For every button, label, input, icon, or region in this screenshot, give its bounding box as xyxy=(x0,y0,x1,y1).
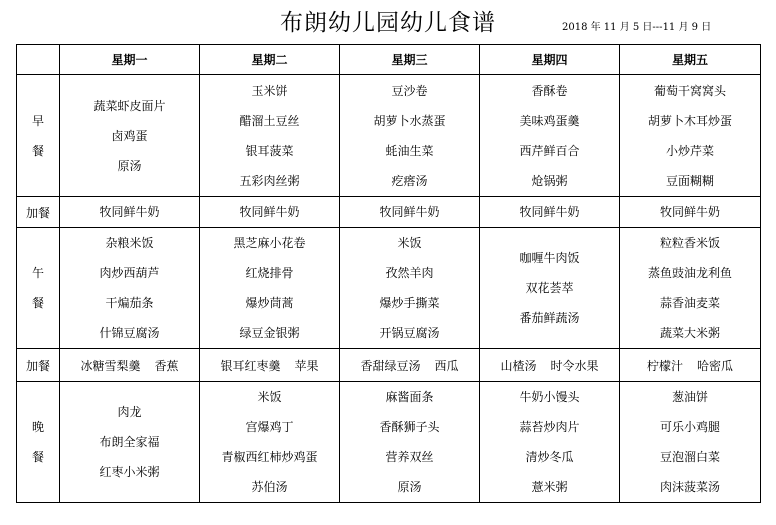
dish-item: 香酥卷 xyxy=(531,83,568,98)
breakfast-row xyxy=(17,75,761,197)
header-row xyxy=(17,45,761,75)
meal-label xyxy=(17,228,60,349)
dish-cell xyxy=(480,197,620,228)
snack-item: 苹果 xyxy=(294,358,319,373)
dish-item: 银耳菠菜 xyxy=(245,143,294,158)
dish-item: 牧同鲜牛奶 xyxy=(239,205,300,219)
dish-item: 开锅豆腐汤 xyxy=(379,326,440,340)
dish-item: 麻酱面条 xyxy=(385,390,434,404)
dish-item: 玉米饼 xyxy=(251,83,288,98)
dish-item: 小炒芹菜 xyxy=(665,143,714,158)
day-header: 星期四 xyxy=(480,45,620,75)
dish-item: 咖喱牛肉饭 xyxy=(519,251,580,265)
snack-cell xyxy=(60,349,200,382)
meal-label-char: 午 xyxy=(31,266,44,280)
dish-item: 苏伯汤 xyxy=(251,480,288,494)
dish-item: 蚝油生菜 xyxy=(385,143,434,158)
snack-item: 香蕉 xyxy=(154,358,179,373)
dish-item: 香酥狮子头 xyxy=(379,420,440,434)
meal-label: 加餐 xyxy=(17,349,60,382)
dish-item: 五彩肉丝粥 xyxy=(239,173,300,188)
dish-cell xyxy=(620,75,761,197)
dish-item: 豆泡溜白菜 xyxy=(659,450,720,464)
dish-item: 蔬菜大米粥 xyxy=(659,326,720,340)
dish-item: 红枣小米粥 xyxy=(99,465,160,479)
meal-label xyxy=(17,382,60,503)
page-title: 布朗幼儿园幼儿食谱 xyxy=(280,10,496,36)
dish-item: 牛奶小馒头 xyxy=(519,390,580,404)
dish-cell xyxy=(480,75,620,197)
meal-label: 加餐 xyxy=(17,197,60,228)
dish-item: 干煸茄条 xyxy=(105,296,154,310)
dish-item: 蒜香油麦菜 xyxy=(659,296,720,310)
dish-item: 蒸鱼豉油龙利鱼 xyxy=(647,266,732,280)
day-header: 星期一 xyxy=(60,45,200,75)
dish-cell xyxy=(60,75,200,197)
afternoon-snack-row xyxy=(17,349,761,382)
snack-cell xyxy=(200,349,340,382)
dish-cell xyxy=(200,75,340,197)
meal-label-char: 早 xyxy=(31,113,44,128)
meal-label-char: 晚 xyxy=(31,420,44,434)
dish-item: 红烧排骨 xyxy=(245,266,294,280)
dish-cell xyxy=(620,382,761,503)
date-range: 2018 年 11 月 5 日---11 月 9 日 xyxy=(562,22,712,33)
meal-label-char: 餐 xyxy=(31,296,44,310)
dish-item: 番茄鲜蔬汤 xyxy=(519,311,580,325)
dish-cell xyxy=(480,382,620,503)
dish-item: 粒粒香米饭 xyxy=(659,236,720,250)
snack-item: 柠檬汁 xyxy=(646,358,683,373)
dish-item: 绿豆金银粥 xyxy=(239,326,300,340)
day-header: 星期三 xyxy=(340,45,480,75)
dish-item: 疙瘩汤 xyxy=(391,173,428,188)
dish-item: 爆炒手撕菜 xyxy=(379,296,440,310)
dish-item: 黑芝麻小花卷 xyxy=(233,236,306,250)
dish-item: 蔬菜虾皮面片 xyxy=(93,98,166,113)
dish-item: 营养双丝 xyxy=(385,450,434,464)
snack-item: 山楂汤 xyxy=(500,358,537,373)
dish-cell xyxy=(340,197,480,228)
dish-item: 肉沫菠菜汤 xyxy=(659,480,720,494)
morning-snack-row xyxy=(17,197,761,228)
dish-item: 原汤 xyxy=(117,158,142,173)
corner-cell xyxy=(17,45,60,75)
dish-cell xyxy=(480,228,620,349)
lunch-row xyxy=(17,228,761,349)
dish-cell xyxy=(60,382,200,503)
dish-item: 米饭 xyxy=(257,390,282,404)
snack-item: 冰糖雪梨羹 xyxy=(80,358,141,373)
dish-item: 可乐小鸡腿 xyxy=(659,420,720,434)
dish-item: 豆面糊糊 xyxy=(665,173,714,188)
dish-item: 牧同鲜牛奶 xyxy=(99,205,160,219)
dish-cell xyxy=(60,197,200,228)
snack-item: 时令水果 xyxy=(550,358,599,373)
dish-item: 牧同鲜牛奶 xyxy=(379,205,440,219)
dish-item: 牧同鲜牛奶 xyxy=(659,205,720,219)
meal-label-char: 餐 xyxy=(31,143,44,158)
dish-item: 薏米粥 xyxy=(531,480,568,494)
dish-cell xyxy=(340,228,480,349)
dish-item: 宫爆鸡丁 xyxy=(245,420,294,434)
meal-label-char: 餐 xyxy=(31,450,44,464)
dish-item: 牧同鲜牛奶 xyxy=(519,205,580,219)
snack-cell xyxy=(620,349,761,382)
dish-item: 布朗全家福 xyxy=(99,435,160,449)
dish-item: 葡萄干窝窝头 xyxy=(653,83,726,98)
dish-item: 杂粮米饭 xyxy=(105,236,154,250)
dish-item: 清炒冬瓜 xyxy=(525,450,574,464)
menu-table xyxy=(16,44,761,503)
dish-item: 孜然羊肉 xyxy=(385,266,434,280)
snack-item: 西瓜 xyxy=(434,358,459,373)
dish-item: 西芹鲜百合 xyxy=(519,143,580,158)
dish-item: 爆炒茼蒿 xyxy=(245,296,294,310)
dish-cell xyxy=(200,382,340,503)
dish-item: 美味鸡蛋羹 xyxy=(519,113,580,128)
dish-cell xyxy=(620,197,761,228)
dish-item: 什锦豆腐汤 xyxy=(99,326,160,340)
dish-item: 原汤 xyxy=(397,480,422,494)
dish-cell xyxy=(60,228,200,349)
dish-item: 葱油饼 xyxy=(671,390,708,404)
dish-item: 卤鸡蛋 xyxy=(111,128,148,143)
day-header: 星期五 xyxy=(620,45,761,75)
dish-item: 炝锅粥 xyxy=(531,173,568,188)
dish-item: 米饭 xyxy=(397,236,422,250)
dish-cell xyxy=(340,382,480,503)
meal-label xyxy=(17,75,60,197)
dish-item: 蒜苔炒肉片 xyxy=(519,420,580,434)
dish-cell xyxy=(200,197,340,228)
dish-item: 肉炒西葫芦 xyxy=(99,266,160,280)
day-header: 星期二 xyxy=(200,45,340,75)
dish-cell xyxy=(620,228,761,349)
dish-cell xyxy=(340,75,480,197)
dish-item: 胡萝卜水蒸蛋 xyxy=(373,113,446,128)
dish-item: 青椒西红柿炒鸡蛋 xyxy=(221,450,318,464)
dish-item: 肉龙 xyxy=(117,405,142,419)
snack-item: 哈密瓜 xyxy=(697,358,734,373)
dish-cell xyxy=(200,228,340,349)
dish-item: 胡萝卜木耳炒蛋 xyxy=(647,113,732,128)
snack-item: 银耳红枣羹 xyxy=(220,358,281,373)
dish-item: 双花荟萃 xyxy=(525,281,574,295)
snack-cell xyxy=(480,349,620,382)
dish-item: 豆沙卷 xyxy=(391,83,428,98)
snack-item: 香甜绿豆汤 xyxy=(360,358,421,373)
dinner-row xyxy=(17,382,761,503)
snack-cell xyxy=(340,349,480,382)
dish-item: 醋溜土豆丝 xyxy=(239,113,300,128)
